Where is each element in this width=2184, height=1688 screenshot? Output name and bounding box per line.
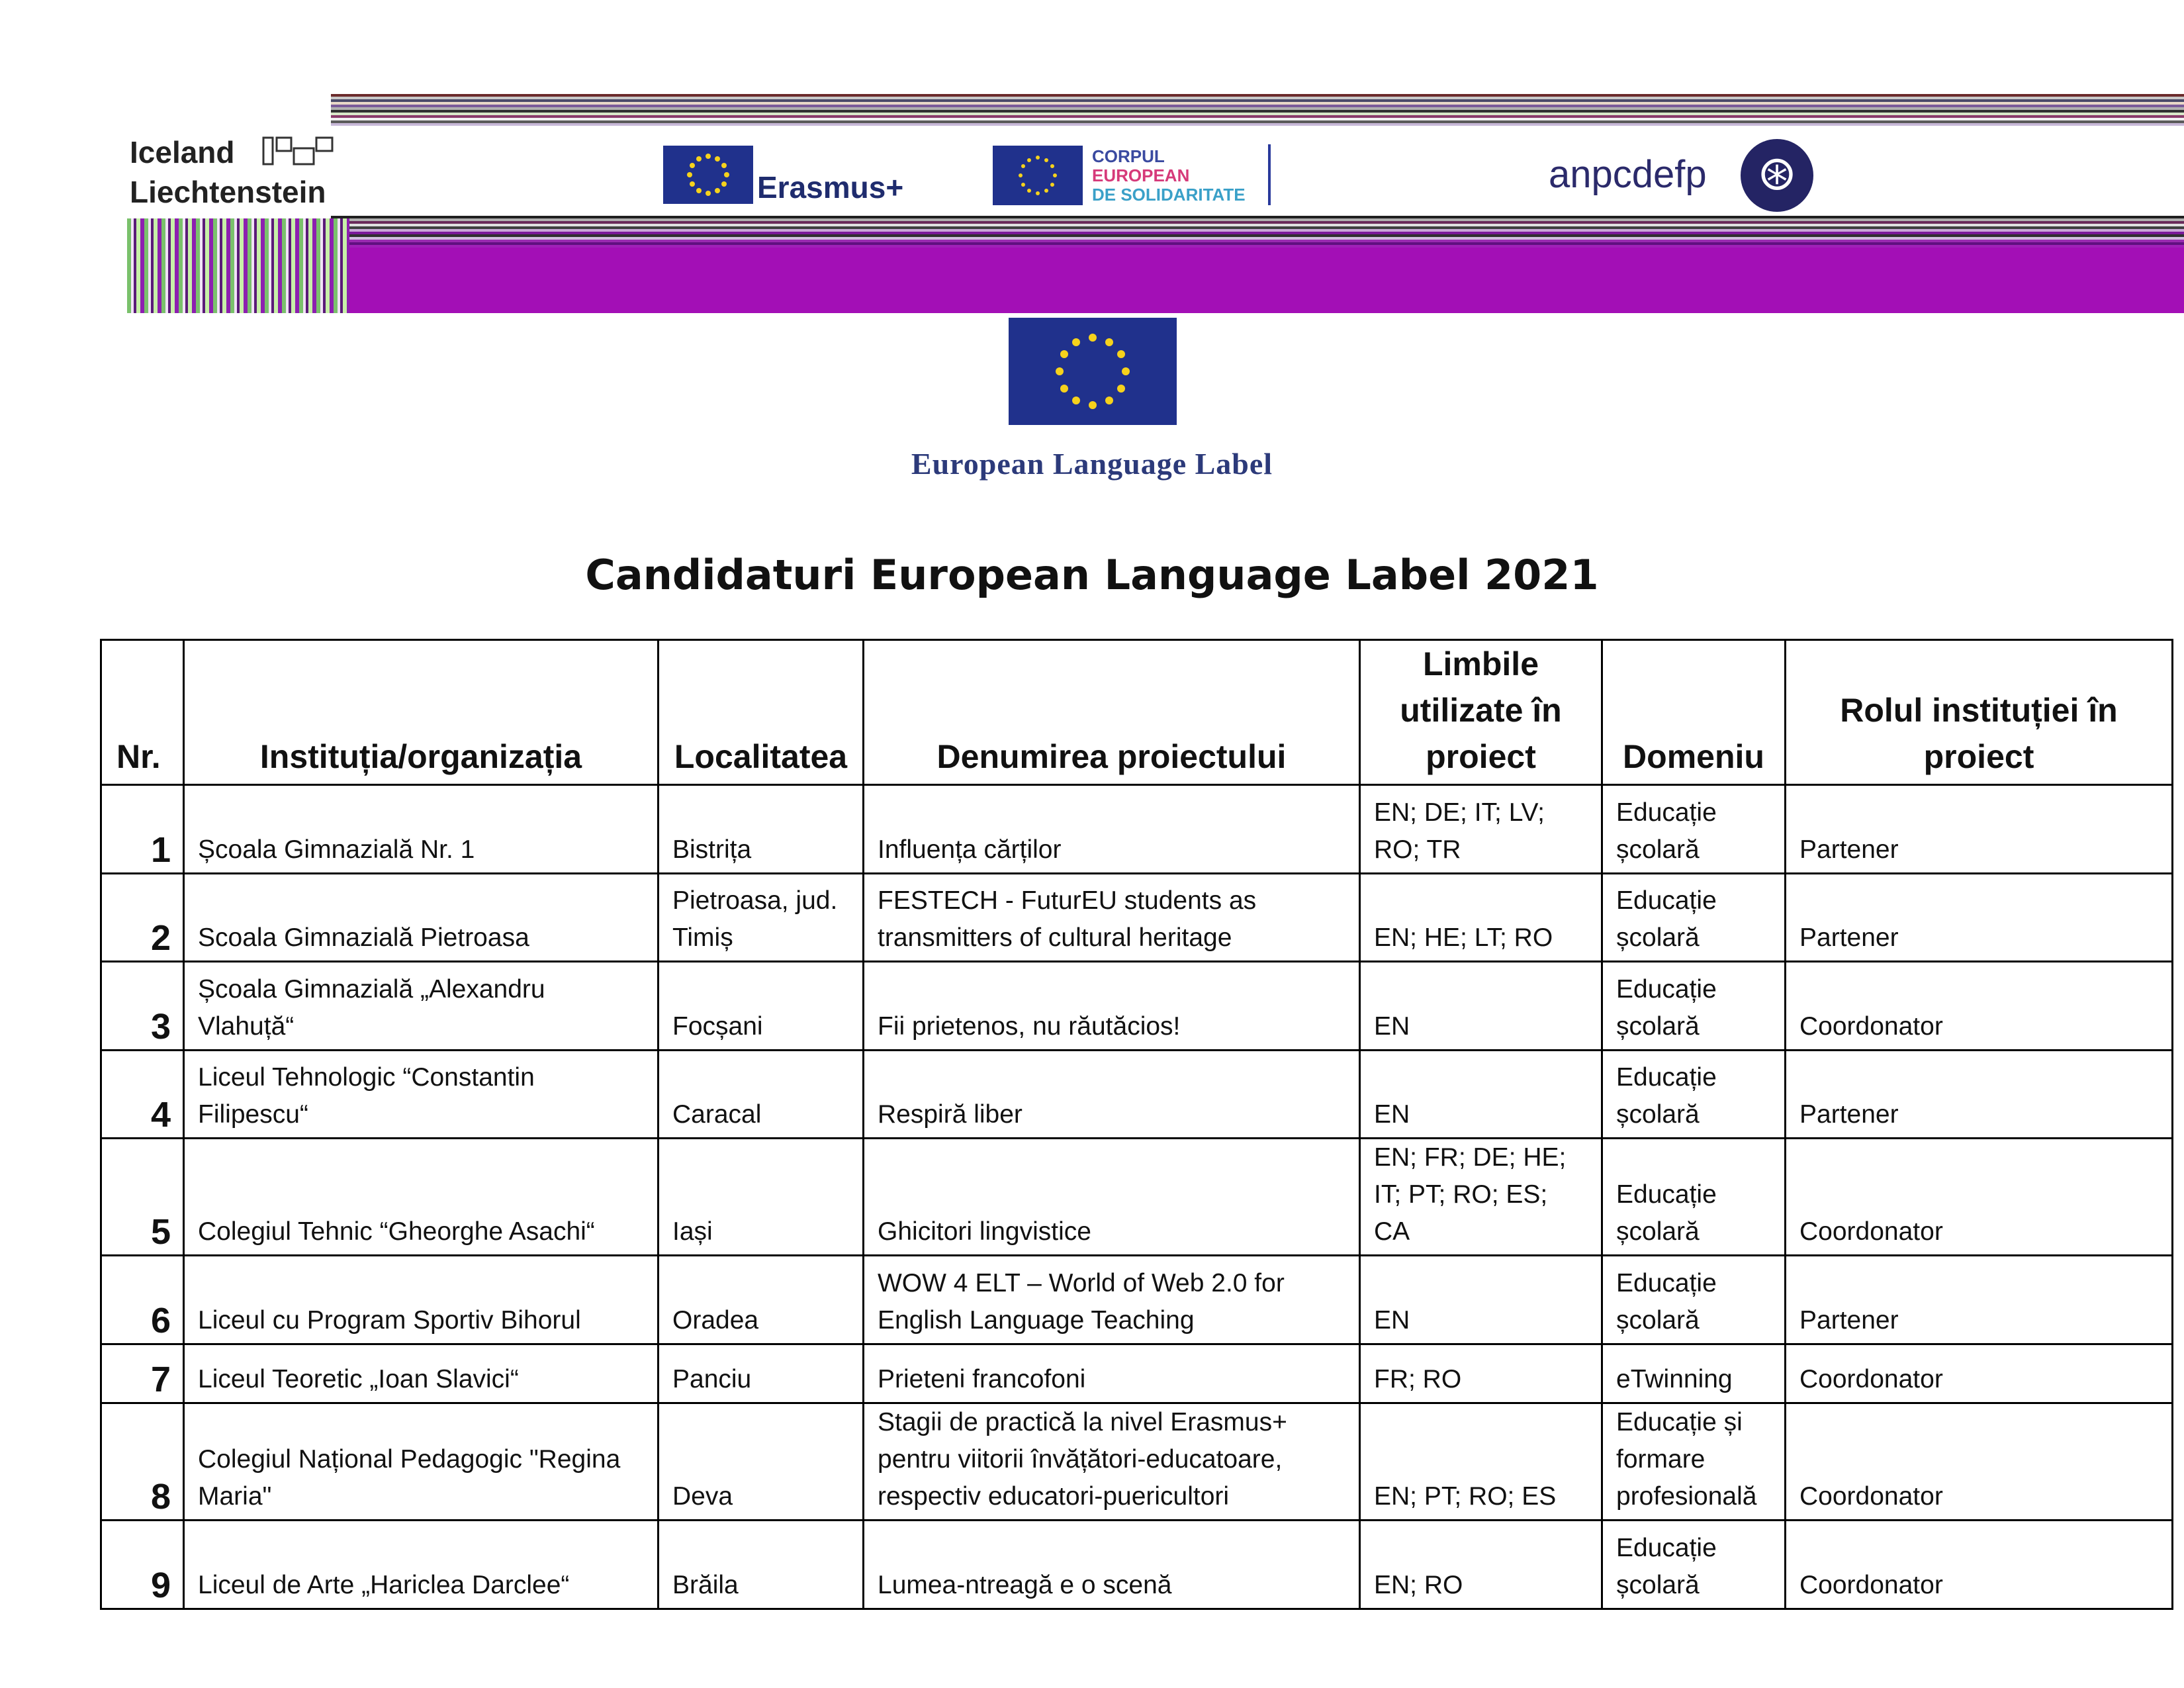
cell-nr: 5 [101, 1139, 184, 1256]
cell-localitatea: Deva [659, 1403, 864, 1521]
cell-domeniu: eTwinning [1602, 1344, 1786, 1403]
cell-denumirea: Fii prietenos, nu răutăcios! [864, 962, 1360, 1051]
cell-domeniu: Educație școlară [1602, 1521, 1786, 1609]
eu-flag-icon [993, 146, 1083, 205]
cell-institutia: Școala Gimnazială Nr. 1 [184, 785, 659, 874]
cell-institutia: Colegiul Tehnic “Gheorghe Asachi“ [184, 1139, 659, 1256]
header-localitatea: Localitatea [659, 640, 864, 785]
cell-limbile: EN; FR; DE; HE; IT; PT; RO; ES; CA [1360, 1139, 1602, 1256]
cell-rolul: Coordonator [1786, 1403, 2173, 1521]
banner-glitch-pattern [127, 218, 349, 313]
erasmus-text: Erasmus+ [757, 170, 904, 205]
header-banner [0, 0, 2184, 318]
cell-limbile: EN; RO [1360, 1521, 1602, 1609]
candidates-table [100, 639, 2173, 1610]
cell-limbile: EN [1360, 1256, 1602, 1344]
cell-institutia: Colegiul Național Pedagogic "Regina Maria" [184, 1403, 659, 1521]
header-denumirea: Denumirea proiectului [864, 640, 1360, 785]
eu-flag-icon [663, 146, 753, 204]
anpcdefp-mark-icon: ⊛ [1741, 139, 1813, 212]
cell-localitatea: Oradea [659, 1256, 864, 1344]
corpul-line2: EUROPEAN [1092, 165, 1190, 185]
iceland-liechtenstein-logo [130, 132, 326, 212]
cell-denumirea: Stagii de practică la nivel Erasmus+ pentru viitorii învățători-educatoare, respectiv educatori-puericultori [864, 1403, 1360, 1521]
cell-institutia: Scoala Gimnazială Pietroasa [184, 874, 659, 962]
cell-localitatea: Caracal [659, 1051, 864, 1139]
header-limbile: Limbile utilizate în proiect [1360, 640, 1602, 785]
cell-institutia: Liceul Tehnologic “Constantin Filipescu“ [184, 1051, 659, 1139]
corpul-line1: CORPUL [1092, 146, 1165, 166]
table-row [101, 962, 2173, 1051]
cell-localitatea: Brăila [659, 1521, 864, 1609]
cell-denumirea: FESTECH - FuturEU students as transmitters of cultural heritage [864, 874, 1360, 962]
cell-nr: 2 [101, 874, 184, 962]
cell-rolul: Partener [1786, 1256, 2173, 1344]
table-row [101, 1403, 2173, 1521]
cell-localitatea: Bistrița [659, 785, 864, 874]
header-domeniu: Domeniu [1602, 640, 1786, 785]
cell-rolul: Coordonator [1786, 1344, 2173, 1403]
corpul-line3: DE SOLIDARITATE [1092, 185, 1246, 205]
cell-nr: 1 [101, 785, 184, 874]
cell-domeniu: Educație școlară [1602, 874, 1786, 962]
cell-localitatea: Panciu [659, 1344, 864, 1403]
cell-rolul: Partener [1786, 1051, 2173, 1139]
cell-denumirea: WOW 4 ELT – World of Web 2.0 for English Language Teaching [864, 1256, 1360, 1344]
ell-eu-flag-icon [1009, 318, 1177, 425]
cell-nr: 9 [101, 1521, 184, 1609]
cell-nr: 8 [101, 1403, 184, 1521]
purple-band [331, 250, 2184, 313]
anpcdefp-text: anpcdefp [1549, 153, 1707, 196]
cell-institutia: Școala Gimnazială „Alexandru Vlahuță“ [184, 962, 659, 1051]
page-title: Candidaturi European Language Label 2021 [585, 551, 1599, 599]
cell-localitatea: Pietroasa, jud. Timiș [659, 874, 864, 962]
cell-localitatea: Iași [659, 1139, 864, 1256]
header-nr: Nr. [101, 640, 184, 785]
cell-limbile: EN [1360, 1051, 1602, 1139]
cell-nr: 4 [101, 1051, 184, 1139]
cell-domeniu: Educație școlară [1602, 785, 1786, 874]
cell-denumirea: Ghicitori lingvistice [864, 1139, 1360, 1256]
cell-rolul: Partener [1786, 785, 2173, 874]
cell-domeniu: Educație școlară [1602, 1051, 1786, 1139]
table-row [101, 1256, 2173, 1344]
table-row [101, 785, 2173, 874]
cell-denumirea: Prieteni francofoni [864, 1344, 1360, 1403]
corpul-divider [1268, 144, 1271, 205]
header-institutia: Instituția/organizația [184, 640, 659, 785]
table-row [101, 874, 2173, 962]
cell-rolul: Coordonator [1786, 962, 2173, 1051]
cell-institutia: Liceul de Arte „Hariclea Darclee“ [184, 1521, 659, 1609]
table-row [101, 1521, 2173, 1609]
ell-caption: European Language Label [911, 447, 1273, 481]
cell-nr: 7 [101, 1344, 184, 1403]
cell-nr: 6 [101, 1256, 184, 1344]
cell-rolul: Coordonator [1786, 1139, 2173, 1256]
cell-rolul: Coordonator [1786, 1521, 2173, 1609]
cell-limbile: EN; DE; IT; LV; RO; TR [1360, 785, 1602, 874]
cell-limbile: EN; PT; RO; ES [1360, 1403, 1602, 1521]
cell-limbile: EN [1360, 962, 1602, 1051]
cell-nr: 3 [101, 962, 184, 1051]
cell-institutia: Liceul Teoretic „Ioan Slavici“ [184, 1344, 659, 1403]
european-language-label-logo [907, 311, 1277, 483]
cell-denumirea: Influența cărților [864, 785, 1360, 874]
cell-limbile: FR; RO [1360, 1344, 1602, 1403]
cell-denumirea: Lumea-ntreagă e o scenă [864, 1521, 1360, 1609]
cell-domeniu: Educație și formare profesională [1602, 1403, 1786, 1521]
cell-rolul: Partener [1786, 874, 2173, 962]
cell-domeniu: Educație școlară [1602, 1139, 1786, 1256]
cell-denumirea: Respiră liber [864, 1051, 1360, 1139]
table-row [101, 1139, 2173, 1256]
cell-domeniu: Educație școlară [1602, 1256, 1786, 1344]
corpul-text [1092, 147, 1246, 205]
table-row [101, 1344, 2173, 1403]
cell-institutia: Liceul cu Program Sportiv Bihorul [184, 1256, 659, 1344]
banner-stripes-top [331, 94, 2184, 140]
table-header-row [101, 640, 2173, 785]
logo-iceland-line2: Liechtenstein [130, 175, 326, 209]
cell-localitatea: Focșani [659, 962, 864, 1051]
table-row [101, 1051, 2173, 1139]
header-rolul: Rolul instituției în proiect [1786, 640, 2173, 785]
grid-mark-icon [262, 132, 341, 167]
cell-limbile: EN; HE; LT; RO [1360, 874, 1602, 962]
logo-iceland-line1: Iceland [130, 135, 235, 169]
banner-stripes-mid [331, 216, 2184, 250]
cell-domeniu: Educație școlară [1602, 962, 1786, 1051]
